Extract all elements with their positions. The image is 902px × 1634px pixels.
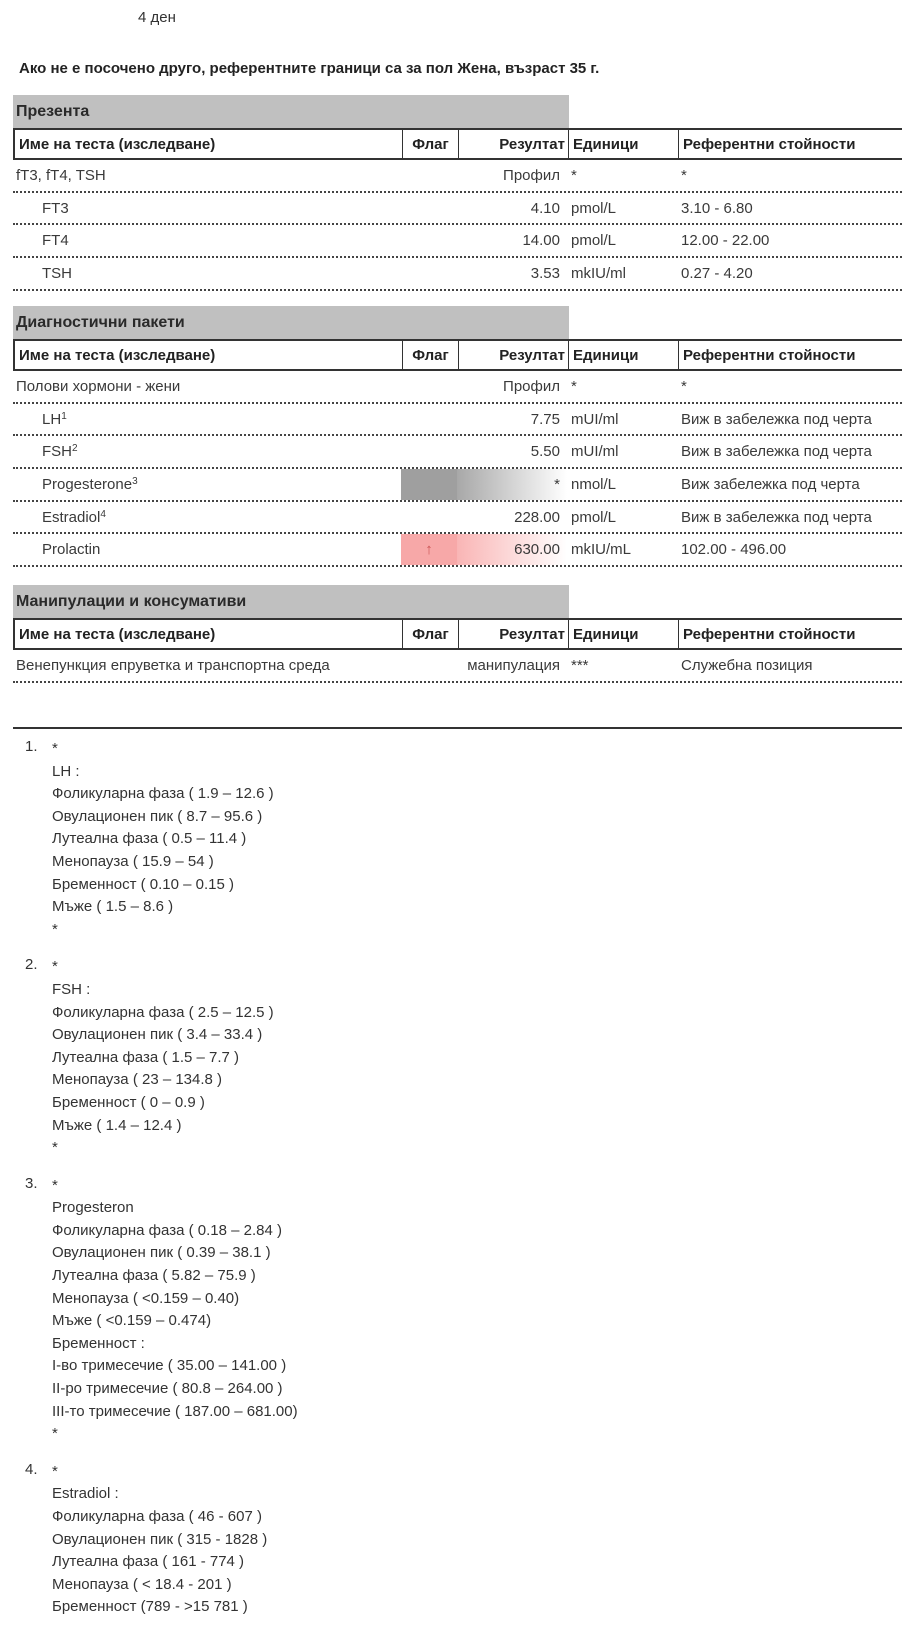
footnote-number: 4. — [25, 1460, 38, 1478]
reference-range: Виж в забележка под черта — [681, 508, 872, 526]
footnote-divider — [13, 727, 902, 729]
table-header — [13, 128, 902, 160]
footnote-line: FSH : — [52, 980, 91, 998]
test-name-text: FSH — [42, 443, 72, 461]
test-name — [13, 650, 401, 681]
units: *** — [571, 656, 589, 674]
column-header-name: Име на теста (изследване) — [15, 341, 403, 369]
result-value: * — [457, 469, 567, 500]
result-value: Профил — [503, 166, 560, 184]
column-header-units: Единици — [569, 341, 679, 369]
column-header-reference: Референтни стойности — [683, 135, 856, 153]
results-section — [13, 585, 902, 683]
reference-range: 3.10 - 6.80 — [681, 199, 753, 217]
footnote-item — [0, 738, 600, 941]
test-name — [13, 225, 401, 256]
footnote-line: Бременност : — [52, 1334, 145, 1352]
footnote-line: * — [52, 1425, 58, 1443]
reference-range: 102.00 - 496.00 — [681, 541, 787, 559]
footnote-line: Мъже ( <0.159 – 0.474) — [52, 1312, 212, 1330]
table-row — [13, 404, 902, 437]
test-name — [13, 404, 401, 435]
flag-cell — [401, 225, 457, 256]
footnote-line: * — [52, 1462, 58, 1480]
flag-cell — [401, 160, 457, 191]
column-header-units: Единици — [569, 620, 679, 648]
footnote-ref: 4 — [100, 508, 106, 520]
footnote-line: Progesteron — [52, 1199, 134, 1217]
column-header-result: Резултат — [459, 341, 569, 369]
footnote-item — [0, 956, 600, 1159]
footnote-line: Бременност ( 0 – 0.9 ) — [52, 1093, 205, 1111]
results-section — [13, 306, 902, 567]
flag-cell — [401, 258, 457, 289]
column-header-reference: Референтни стойности — [683, 346, 856, 364]
units: pmol/L — [571, 199, 617, 217]
footnote-line: * — [52, 1139, 58, 1157]
footnote-line: Фоликуларна фаза ( 46 - 607 ) — [52, 1508, 262, 1525]
units: mkIU/mL — [571, 541, 631, 559]
table-row — [13, 469, 902, 502]
footnote-line: Менопауза ( <0.159 – 0.40) — [52, 1289, 240, 1307]
test-name — [13, 258, 401, 289]
reference-range: * — [681, 377, 687, 395]
footnote-number: 2. — [25, 956, 38, 974]
result-value: 228.00 — [514, 508, 560, 526]
footnote-line: Фоликуларна фаза ( 0.18 – 2.84 ) — [52, 1221, 282, 1239]
footnote-line: Овулационен пик ( 8.7 – 95.6 ) — [52, 807, 263, 825]
flag-cell — [401, 371, 457, 402]
units: mUI/ml — [571, 410, 619, 428]
footnote-line: Менопауза ( 15.9 – 54 ) — [52, 852, 214, 870]
reference-range: 12.00 - 22.00 — [681, 232, 770, 250]
footnote-line: Менопауза ( 23 – 134.8 ) — [52, 1071, 223, 1089]
flag-cell — [401, 650, 457, 681]
footnote-ref: 1 — [61, 410, 67, 422]
footnote-line: Мъже ( 1.5 – 8.6 ) — [52, 898, 174, 916]
flag-cell — [401, 502, 457, 533]
footnote-line: Фоликуларна фаза ( 1.9 – 12.6 ) — [52, 785, 274, 803]
footnote-line: Estradiol : — [52, 1485, 119, 1503]
table-row — [13, 371, 902, 404]
table-row — [13, 436, 902, 469]
table-row — [13, 650, 902, 683]
result-value: манипулация — [467, 656, 560, 674]
units: pmol/L — [571, 508, 617, 526]
result-value: 5.50 — [530, 443, 560, 461]
column-header-name: Име на теста (изследване) — [15, 130, 403, 158]
footnote-line: I-во тримесечие ( 35.00 – 141.00 ) — [52, 1357, 287, 1375]
units: mUI/ml — [571, 443, 619, 461]
result-value: 630.00 — [457, 534, 567, 565]
section-title: Манипулации и консумативи — [13, 585, 569, 618]
test-name — [13, 371, 401, 402]
test-name-text: FT3 — [42, 199, 69, 217]
test-name — [13, 502, 401, 533]
footnote-number: 3. — [25, 1174, 38, 1192]
flag-cell — [401, 193, 457, 224]
reference-range: 0.27 - 4.20 — [681, 264, 753, 282]
footnote-line: * — [52, 740, 58, 757]
period-value: 4 ден — [138, 9, 176, 26]
footnote-item — [0, 1461, 600, 1619]
section-title: Презента — [13, 95, 569, 128]
units: pmol/L — [571, 232, 617, 250]
test-name-text: Полови хормони - жени — [16, 377, 181, 395]
flag-cell — [401, 469, 457, 500]
column-header-name: Име на теста (изследване) — [15, 620, 403, 648]
flag-cell — [401, 436, 457, 467]
column-header-units: Единици — [569, 130, 679, 158]
results-section — [13, 95, 902, 291]
column-header-flag: Флаг — [403, 130, 459, 158]
test-name-text: TSH — [42, 264, 72, 282]
reference-range: Виж в забележка под черта — [681, 443, 872, 461]
table-row — [13, 160, 902, 193]
test-name-text: fT3, fT4, TSH — [16, 166, 106, 184]
footnote-line: * — [52, 1176, 58, 1194]
table-header — [13, 339, 902, 371]
footnote-line: Овулационен пик ( 315 - 1828 ) — [52, 1530, 268, 1548]
reference-range: Виж в забележка под черта — [681, 410, 872, 428]
footnote-ref: 2 — [72, 443, 78, 455]
test-name-text: FT4 — [42, 232, 69, 250]
footnote-number: 1. — [25, 738, 38, 755]
column-header-result: Резултат — [459, 130, 569, 158]
flag-high-icon: ↑ — [401, 534, 457, 565]
table-row — [13, 502, 902, 535]
column-header-flag: Флаг — [403, 341, 459, 369]
table-row — [13, 225, 902, 258]
reference-range: * — [681, 166, 687, 184]
footnotes — [0, 738, 600, 1634]
result-value: 4.10 — [530, 199, 560, 217]
units: nmol/L — [571, 475, 617, 493]
footnote-line: Лутеална фаза ( 0.5 – 11.4 ) — [52, 830, 247, 848]
reference-range: Служебна позиция — [681, 656, 813, 674]
section-title: Диагностични пакети — [13, 306, 569, 339]
footnote-line: Бременност (789 - >15 781 ) — [52, 1598, 248, 1616]
footnote-line: Овулационен пик ( 3.4 – 33.4 ) — [52, 1026, 263, 1044]
test-name — [13, 160, 401, 191]
table-row — [13, 258, 902, 291]
test-name — [13, 193, 401, 224]
units: mkIU/ml — [571, 264, 626, 282]
table-row — [13, 193, 902, 226]
test-name — [13, 469, 401, 500]
units: * — [571, 377, 577, 395]
table-row — [13, 534, 902, 567]
test-name — [13, 436, 401, 467]
footnote-line: LH : — [52, 762, 80, 780]
reference-note: Ако не е посочено друго, референтните граници са за пол Жена, възраст 35 г. — [19, 60, 600, 77]
footnote-line: Лутеална фаза ( 5.82 – 75.9 ) — [52, 1267, 256, 1285]
column-header-flag: Флаг — [403, 620, 459, 648]
footnote-line: Овулационен пик ( 0.39 – 38.1 ) — [52, 1244, 271, 1262]
column-header-reference: Референтни стойности — [683, 625, 856, 643]
footnote-line: III-то тримесечие ( 187.00 – 681.00) — [52, 1402, 298, 1420]
test-name-text: Estradiol — [42, 508, 101, 526]
test-name-text: LH — [42, 410, 62, 428]
test-name — [13, 534, 401, 565]
footnote-line: Фоликуларна фаза ( 2.5 – 12.5 ) — [52, 1003, 274, 1021]
footnote-line: Менопауза ( < 18.4 - 201 ) — [52, 1575, 232, 1593]
reference-range: Виж забележка под черта — [681, 475, 860, 493]
test-name-text: Венепункция епруветка и транспортна среда — [16, 656, 330, 674]
flag-cell — [401, 404, 457, 435]
footnote-item — [0, 1175, 600, 1446]
test-name-text: Prolactin — [42, 541, 101, 559]
table-header — [13, 618, 902, 650]
units: * — [571, 166, 577, 184]
result-value: 3.53 — [530, 264, 560, 282]
footnote-line: * — [52, 920, 58, 938]
result-value: 7.75 — [530, 410, 560, 428]
footnote-line: II-ро тримесечие ( 80.8 – 264.00 ) — [52, 1380, 283, 1398]
footnote-line: * — [52, 958, 58, 976]
result-value: Профил — [503, 377, 560, 395]
footnote-line: Лутеална фаза ( 161 - 774 ) — [52, 1553, 245, 1571]
footnote-line: Бременност ( 0.10 – 0.15 ) — [52, 875, 235, 893]
footnote-line: Мъже ( 1.4 – 12.4 ) — [52, 1116, 182, 1134]
result-value: 14.00 — [522, 232, 560, 250]
test-name-text: Progesterone — [42, 475, 133, 493]
column-header-result: Резултат — [459, 620, 569, 648]
footnote-ref: 3 — [132, 475, 138, 487]
footnote-line: Лутеална фаза ( 1.5 – 7.7 ) — [52, 1048, 240, 1066]
